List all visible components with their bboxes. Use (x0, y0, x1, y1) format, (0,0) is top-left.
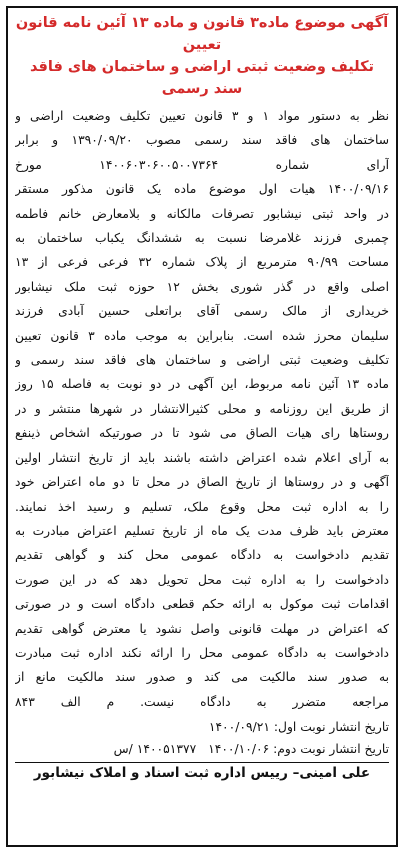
first-date-value: ۱۴۰۰/۰۹/۲۱ (208, 720, 270, 735)
body-line: دادخواست را به اداره ثبت محل تحویل دهد که در این صورت (15, 572, 389, 587)
body-line: به آرای اعلام شده اعتراض داشته باشند باید از تاریخ انتشار اولین (15, 450, 389, 465)
body-line: تکلیف وضعیت ثبتی اراضی و ساختمان های فاقد سند رسمی و (15, 353, 389, 368)
body-line: معترض باید ظرف مدت یک ماه از تاریخ تسلیم اعتراض مبادرت به (15, 523, 389, 538)
title-line: آگهی موضوع ماده۳ قانون و ماده ۱۳ آئین نامه قانون تعیین (15, 15, 389, 53)
body-line: دادخواست به دادگاه عمومی محل را ارائه نکند اداره ثبت مبادرت (15, 645, 389, 660)
body-line: در واحد ثبتی نیشابور تصرفات مالکانه و بلامعارض خانم فاطمه (15, 206, 389, 221)
body-line: ماده ۱۳ آئین نامه مربوط، این آگهی در دو نوبت به فاصله ۱۵ روز (15, 377, 389, 392)
body-line: اصلی واقع در گذر شوری بخش ۱۲ حوزه ثبت ملک نیشابور (15, 279, 389, 294)
body-line: نظر به دستور مواد ۱ و ۳ قانون تعیین تکلیف وضعیت اراضی و (15, 109, 389, 123)
body-line: روستاها رای هیات الصاق می شود تا در صورتیکه اشخاص ذینفع (15, 426, 389, 441)
body-line: ۱۴۰۰/۰۹/۱۶ هیات اول موضوع ماده یک قانون مذکور مستقر (15, 182, 389, 197)
signature: علی امینی– رییس اداره ثبت اسناد و املاک نیشابور (15, 762, 389, 781)
body-line: از طریق این روزنامه و محلی کثیرالانتشار در شهرها منتشر و در (15, 401, 389, 416)
body-line: تقدیم دادخواست به دادگاه عمومی محل کند و گواهی تقدیم (15, 548, 389, 563)
reference-number: ۱۴۰۰۵۱۳۷۷ /س (113, 742, 197, 757)
body-line: به صدور سند مالکیت می کند و صدور سند مالکیت مانع از (15, 670, 389, 685)
body-line: مساحت ۹۰/۹۹ مترمربع از پلاک شماره ۳۲ فرعی فرعی از ۱۳ (15, 255, 389, 270)
notice-title (15, 12, 389, 100)
body-line: ساختمان های فاقد سند رسمی مصوب ۱۳۹۰/۰۹/۲۰ و برابر (15, 133, 389, 148)
body-line: که اعتراض در مهلت قانونی واصل نشود یا معترض گواهی تقدیم (15, 621, 389, 636)
title-line: تکلیف وضعیت ثبتی اراضی و ساختمان های فاقد سند رسمی (30, 59, 374, 97)
body-line: اقدامات ثبت موکول به ارائه حکم قطعی دادگاه است و در صورتی (15, 597, 389, 612)
body-line: آرای شماره ۱۴۰۰۶۰۳۰۶۰۰۵۰۰۷۳۶۴ مورخ (15, 157, 389, 172)
first-publication-date (15, 716, 389, 738)
notice-body (15, 104, 389, 714)
second-publication-date (15, 738, 389, 760)
body-line: را به اداره ثبت محل وقوع ملک، تسلیم و رسید اخذ نمایند. (15, 499, 389, 514)
legal-notice (6, 6, 398, 847)
body-line: سلیمان محرز شده است. بنابراین به موجب ماده ۳ قانون تعیین (15, 328, 389, 343)
second-date-label: تاریخ انتشار نوبت دوم: (273, 742, 389, 757)
publication-dates (15, 716, 389, 760)
first-date-label: تاریخ انتشار نوبت اول: (273, 720, 389, 735)
body-line: خریداری از مالک رسمی آقای براتعلی حسین آبادی فرزند (15, 304, 389, 319)
second-date-value: ۱۴۰۰/۱۰/۰۶ (208, 742, 270, 757)
body-line: مراجعه متضرر به دادگاه نیست. م الف ۸۴۳ (15, 694, 389, 709)
body-line: آگهی و در روستاها از تاریخ الصاق در محل تا دو ماه اعتراض خود (15, 475, 389, 490)
body-line: چمبری فرزند غلامرضا نسبت به ششدانگ یکباب ساختمان به (15, 231, 389, 246)
